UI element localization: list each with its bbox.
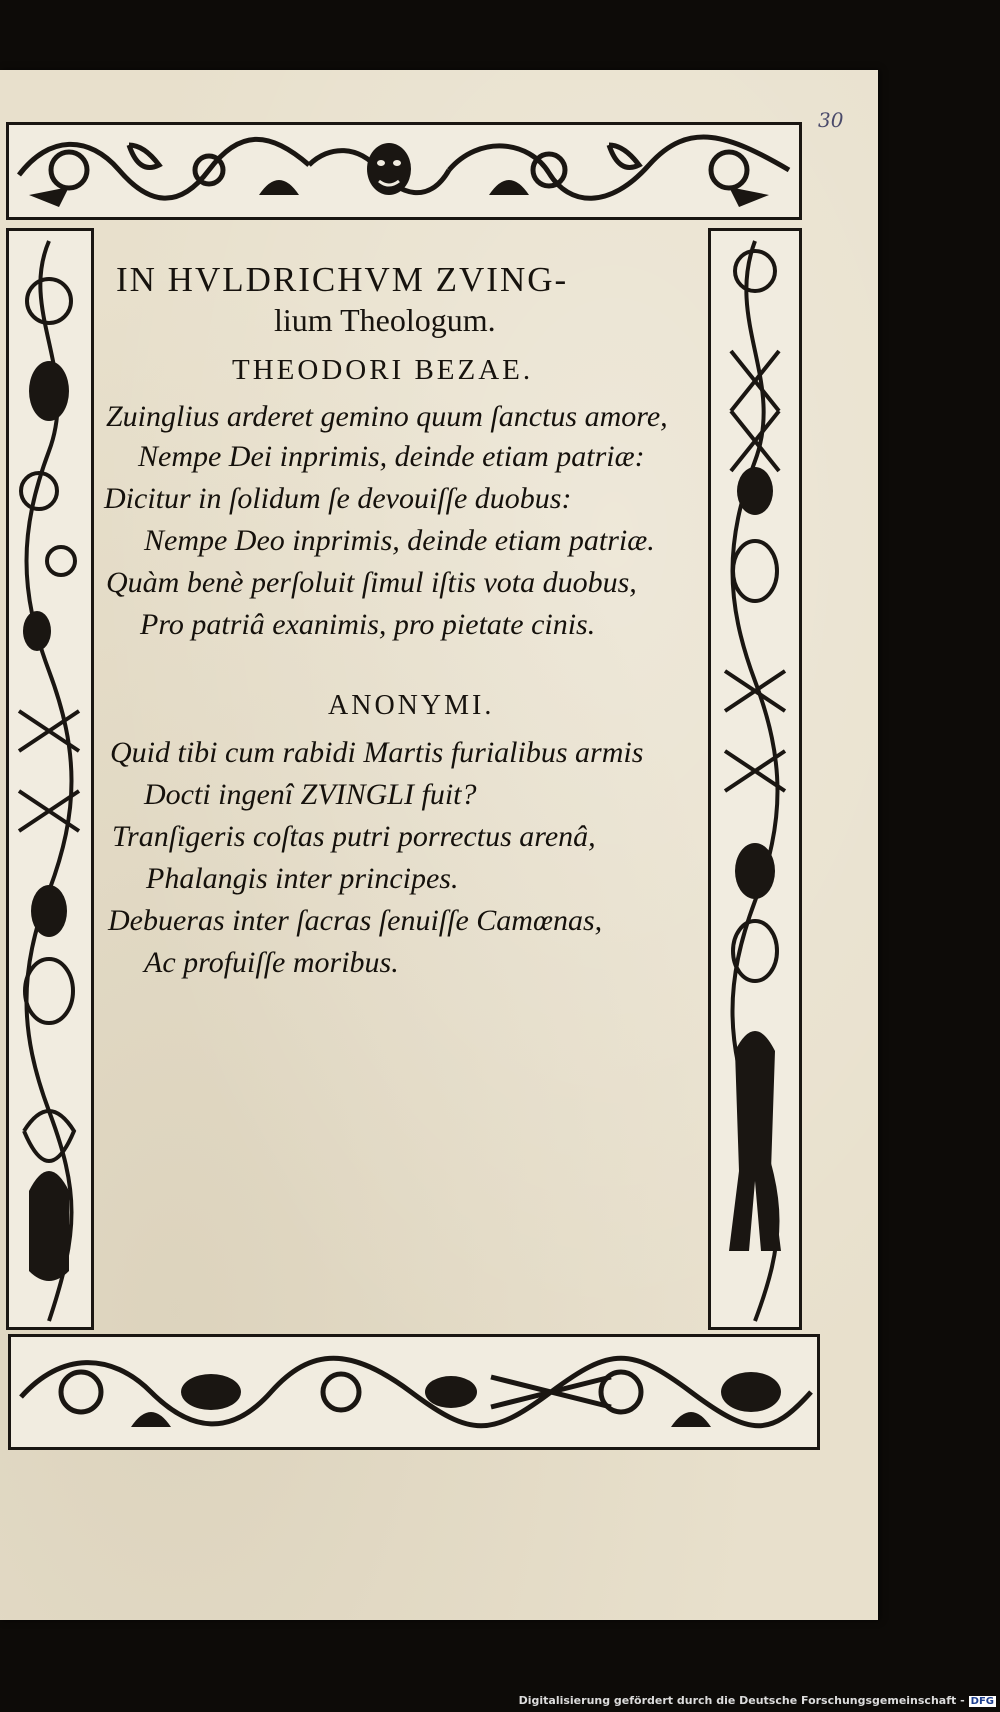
poem1-line: Nempe Deo inprimis, deinde etiam patriæ.: [144, 524, 655, 557]
poem2-line: Quid tibi cum rabidi Martis furialibus armis: [110, 736, 644, 769]
page-title: IN HVLDRICHVM ZVING-: [116, 260, 569, 299]
poem2-line: Tranſigeris coſtas putri porrectus arenâ,: [112, 820, 596, 853]
poem1-line: Pro patriâ exanimis, pro pietate cinis.: [140, 608, 596, 641]
woodcut-border-left: [6, 228, 94, 1330]
folio-number: 30: [818, 108, 844, 132]
text-block: [100, 232, 698, 1312]
poem1-line: Nempe Dei inprimis, deinde etiam patriæ:: [138, 440, 645, 473]
poem2-line: Ac profuiſſe moribus.: [144, 946, 399, 979]
poem1-line: Dicitur in ſolidum ſe devouiſſe duobus:: [104, 482, 572, 515]
poem1-line: Quàm benè perſoluit ſimul iſtis vota duobus,: [106, 566, 637, 599]
poem1-author: THEODORI BEZAE.: [232, 354, 534, 386]
woodcut-border-bottom: [8, 1334, 820, 1450]
poem2-line: Debueras inter ſacras ſenuiſſe Camœnas,: [108, 904, 603, 937]
poem1-line: Zuinglius arderet gemino quum ſanctus amore,: [106, 400, 668, 433]
poem2-line: Docti ingenî ZVINGLI fuit?: [144, 778, 477, 811]
poem2-author: ANONYMI.: [328, 690, 495, 721]
woodcut-border-right: [708, 228, 802, 1330]
credit-text: Digitalisierung gefördert durch die Deutsche Forschungsgemeinschaft -: [518, 1694, 965, 1707]
digitization-credit: [0, 1694, 1000, 1712]
dfg-logo: DFG: [970, 1696, 994, 1707]
page-subtitle: lium Theologum.: [274, 302, 496, 338]
woodcut-border-top: [6, 122, 802, 220]
poem2-line: Phalangis inter principes.: [146, 862, 459, 895]
